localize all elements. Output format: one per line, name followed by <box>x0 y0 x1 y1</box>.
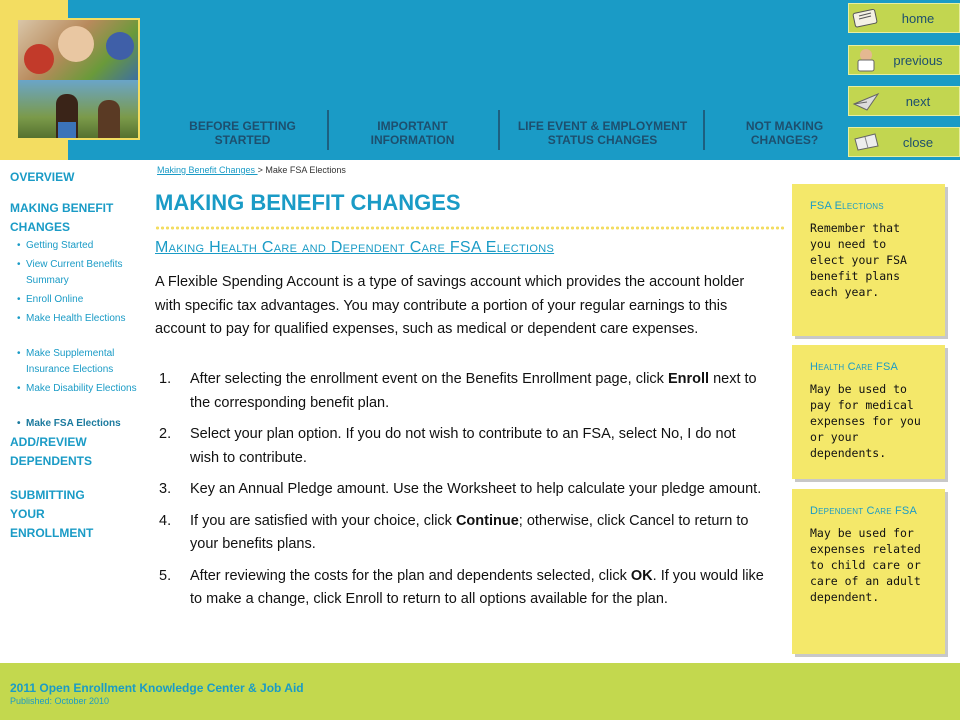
note-title: Dependent Care FSA <box>810 505 918 517</box>
dotted-divider <box>155 226 785 230</box>
step-bold-text: Continue <box>455 512 519 529</box>
paper-plane-icon <box>849 87 883 115</box>
step-item <box>155 368 765 415</box>
top-nav-separator <box>498 110 500 150</box>
top-nav-separator <box>327 110 329 150</box>
breadcrumb-separator: > <box>257 165 266 175</box>
step-number: 5. <box>159 567 172 584</box>
intro-paragraph: A Flexible Spending Account is a type of savings account which provides the account holder with specific tax advantages. You may contribute a portion of your regular earnings to this account to pay for qualified expenses, such as medical or dependent care expenses. <box>155 274 745 337</box>
nav-sub-make-fsa-elections[interactable]: • Make FSA Elections <box>26 416 144 432</box>
step-text: ; otherwise, click Cancel to return to your benefits plans. <box>190 512 749 552</box>
person-reading-icon <box>849 46 883 74</box>
previous-button[interactable] <box>848 45 960 75</box>
step-text: After selecting the enrollment event on the Benefits Enrollment page, click <box>190 371 668 387</box>
note-title: FSA Elections <box>810 200 884 212</box>
nav-sub-getting-started[interactable]: • Getting Started <box>26 238 144 254</box>
step-text: After reviewing the costs for the plan and dependents selected, click <box>190 567 631 584</box>
breadcrumb-current: Make FSA Elections <box>265 165 346 175</box>
step-text: . If you would like to make a change, click Enroll to return to all options available for the plan. <box>190 567 764 607</box>
page-title: MAKING BENEFIT CHANGES <box>155 190 461 215</box>
note-body: Remember that you need to elect your FSA benefit plans each year. <box>810 221 907 299</box>
step-text: next to the corresponding benefit plan. <box>190 371 757 411</box>
top-nav-separator <box>703 110 705 150</box>
nav-sub-view-current-benefits[interactable]: • View Current Benefits Summary <box>26 257 144 289</box>
note-title: Health Care FSA <box>810 361 899 373</box>
note-health-care-fsa <box>792 345 945 479</box>
nav-sub-make-health-elections[interactable]: • Make Health Elections <box>26 311 144 327</box>
step-item <box>155 565 765 612</box>
next-button-label: next <box>905 93 931 109</box>
note-dependent-care-fsa <box>792 489 945 654</box>
top-nav-before-getting-started[interactable]: BEFORE GETTING STARTED <box>189 118 296 147</box>
step-bold-text: OK <box>630 567 653 584</box>
top-nav-important-information[interactable]: IMPORTANT INFORMATION <box>370 118 455 147</box>
nav-sub-enroll-online[interactable]: • Enroll Online <box>26 292 144 308</box>
footer-published-date: Published: October 2010 <box>10 696 110 706</box>
nav-sub-make-disability-elections[interactable]: • Make Disability Elections <box>26 381 144 397</box>
nav-overview[interactable]: OVERVIEW <box>10 170 75 184</box>
breadcrumb-link-making-benefit-changes[interactable]: Making Benefit Changes <box>157 165 258 175</box>
step-text: Key an Annual Pledge amount. Use the Worksheet to help calculate your pledge amount. <box>190 481 762 497</box>
header-banner <box>0 0 960 160</box>
step-number: 2. <box>159 426 172 442</box>
step-text: Select your plan option. If you do not wish to contribute to an FSA, select No, I do not wish to contribute. <box>190 426 736 466</box>
home-button-label: home <box>901 10 935 26</box>
nav-submitting-enrollment[interactable]: SUBMITTING YOUR ENROLLMENT <box>10 488 94 540</box>
next-button[interactable] <box>848 86 960 116</box>
step-number: 1. <box>159 371 172 387</box>
home-button[interactable] <box>848 3 960 33</box>
note-body: May be used to pay for medical expenses for you or your dependents. <box>810 382 921 460</box>
step-text: If you are satisfied with your choice, click <box>190 512 456 529</box>
photo-healthy-eating <box>18 20 140 80</box>
step-bold-text: Enroll <box>667 371 710 387</box>
section-subtitle: Making Health Care and Dependent Care FSA Elections <box>155 239 555 256</box>
close-button[interactable] <box>848 127 960 157</box>
nav-sub-make-supplemental-insurance[interactable]: • Make Supplemental Insurance Elections <box>26 346 144 378</box>
step-number: 4. <box>159 512 172 529</box>
close-button-label: close <box>902 134 934 150</box>
breadcrumb <box>157 165 346 175</box>
step-number: 3. <box>159 481 172 497</box>
top-nav-life-event-changes[interactable]: LIFE EVENT & EMPLOYMENT STATUS CHANGES <box>517 118 688 147</box>
footer <box>0 663 960 720</box>
header-photo-collage <box>16 18 140 140</box>
photo-exercise <box>18 80 140 140</box>
step-item <box>155 478 765 502</box>
step-item <box>155 510 765 557</box>
note-fsa-elections <box>792 184 945 336</box>
footer-title: 2011 Open Enrollment Knowledge Center & Job Aid <box>10 681 304 695</box>
folded-paper-icon <box>849 128 883 156</box>
top-nav-not-making-changes[interactable]: NOT MAKING CHANGES? <box>745 118 824 147</box>
nav-making-benefit-changes[interactable]: MAKING BENEFIT CHANGES <box>10 201 114 234</box>
nav-add-review-dependents[interactable]: ADD/REVIEW DEPENDENTS <box>10 435 93 468</box>
newspaper-icon <box>849 4 883 32</box>
left-nav <box>0 160 145 663</box>
step-item <box>155 423 765 470</box>
note-body: May be used for expenses related to child care or care of an adult dependent. <box>810 526 921 604</box>
previous-button-label: previous <box>893 52 943 68</box>
steps-list <box>155 368 765 620</box>
